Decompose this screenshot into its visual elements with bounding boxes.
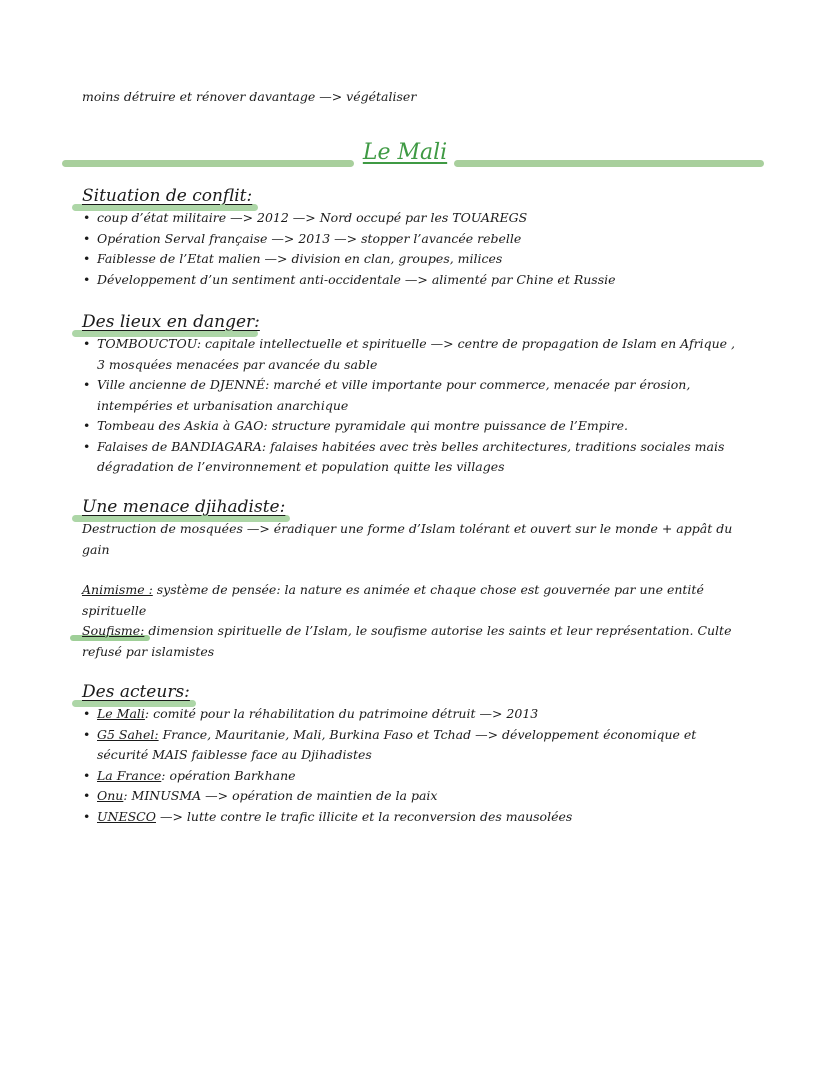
actor-text-continued: sécurité MAIS faiblesse face au Djihadistes bbox=[97, 747, 372, 762]
list-item bbox=[82, 416, 762, 437]
heading-text: Une menace djihadiste: bbox=[82, 497, 286, 517]
item-text: coup d’état militaire —> 2012 —> Nord occupé par les TOUAREGS bbox=[97, 210, 528, 225]
item-text: Opération Serval française —> 2013 —> stopper l’avancée rebelle bbox=[97, 230, 522, 246]
definition-text-continued: refusé par islamistes bbox=[82, 643, 215, 659]
heading-text: Situation de conflit: bbox=[82, 186, 253, 206]
definition-text-continued: spirituelle bbox=[82, 602, 147, 618]
item-text-continued: dégradation de l’environnement et population quitte les villages bbox=[97, 459, 505, 474]
item-text: Faiblesse de l’Etat malien —> division en clan, groupes, milices bbox=[97, 251, 503, 266]
list-item bbox=[82, 786, 762, 807]
section-heading bbox=[82, 497, 285, 517]
list-item bbox=[82, 807, 762, 828]
item-text: TOMBOUCTOU: capitale intellectuelle et spirituelle —> centre de propagation de Islam en Afrique , bbox=[97, 336, 735, 351]
item-text-continued: 3 mosquées menacées par avancée du sable bbox=[97, 356, 378, 372]
section-acteurs bbox=[82, 682, 762, 827]
bullet-icon: • bbox=[83, 210, 91, 225]
bullet-icon: • bbox=[83, 271, 91, 287]
bullet-icon: • bbox=[83, 377, 91, 392]
title-bar-right bbox=[454, 160, 764, 167]
actor-text: —> lutte contre le trafic illicite et la reconversion des mausolées bbox=[155, 808, 573, 824]
actor-term: G5 Sahel: bbox=[97, 726, 159, 742]
item-text: Tombeau des Askia à GAO: structure pyramidale qui montre puissance de l’Empire. bbox=[97, 418, 629, 433]
bullet-icon: • bbox=[83, 230, 91, 246]
actor-term: La France bbox=[97, 767, 162, 783]
bullet-icon: • bbox=[83, 706, 91, 721]
actor-term: Le Mali bbox=[97, 706, 145, 721]
list-item bbox=[82, 249, 762, 270]
section-heading bbox=[82, 682, 190, 702]
menace-text-continued: gain bbox=[82, 541, 110, 557]
list-item bbox=[82, 375, 762, 416]
list-item bbox=[82, 766, 762, 787]
list-item bbox=[82, 725, 762, 766]
intro-line: moins détruire et rénover davantage —> végétaliser bbox=[82, 89, 417, 104]
section-conflict bbox=[82, 186, 762, 290]
soufisme-term bbox=[82, 623, 144, 638]
list-item bbox=[82, 437, 762, 478]
section-heading bbox=[82, 186, 252, 206]
actor-text: France, Mauritanie, Mali, Burkina Faso et Tchad —> développement économique et bbox=[158, 726, 697, 742]
actor-text: : comité pour la réhabilitation du patrimoine détruit —> 2013 bbox=[144, 706, 539, 721]
list-item bbox=[82, 704, 762, 725]
list-item bbox=[82, 270, 762, 291]
actor-text: : opération Barkhane bbox=[161, 767, 296, 783]
bullet-icon: • bbox=[83, 251, 91, 266]
bullet-icon: • bbox=[83, 438, 91, 454]
page-title: Le Mali bbox=[362, 140, 448, 165]
item-text: Ville ancienne de DJENNÉ: marché et ville importante pour commerce, menacée par érosion, bbox=[97, 377, 691, 392]
bullet-list bbox=[82, 704, 762, 827]
item-text: Falaises de BANDIAGARA: falaises habitées avec très belles architectures, traditions sociales mais bbox=[97, 438, 725, 454]
section-heading bbox=[82, 312, 260, 332]
heading-text: Des lieux en danger: bbox=[82, 312, 260, 332]
bullet-icon: • bbox=[83, 788, 91, 803]
list-item bbox=[82, 208, 762, 229]
section-menace bbox=[82, 497, 762, 662]
section-danger bbox=[82, 312, 762, 478]
bullet-list bbox=[82, 208, 762, 290]
definition-text: dimension spirituelle de l’Islam, le soufisme autorise les saints et leur représentation. Culte bbox=[144, 623, 732, 638]
item-text: Développement d’un sentiment anti-occidentale —> alimenté par Chine et Russie bbox=[97, 271, 616, 287]
bullet-icon: • bbox=[83, 418, 91, 433]
bullet-icon: • bbox=[83, 726, 91, 742]
definition-text: système de pensée: la nature es animée et chaque chose est gouvernée par une entité bbox=[152, 582, 704, 597]
list-item bbox=[82, 334, 762, 375]
bullet-list bbox=[82, 334, 762, 478]
term-text: Soufisme: bbox=[82, 623, 145, 638]
bullet-icon: • bbox=[83, 767, 91, 783]
menace-text: Destruction de mosquées —> éradiquer une forme d’Islam tolérant et ouvert sur le monde + appât du bbox=[82, 521, 733, 536]
title-row bbox=[62, 140, 764, 172]
soufisme-definition bbox=[82, 621, 762, 642]
actor-text: : MINUSMA —> opération de maintien de la paix bbox=[123, 788, 438, 803]
animisme-definition bbox=[82, 580, 762, 601]
actor-term: Onu bbox=[97, 788, 124, 803]
list-item bbox=[82, 229, 762, 250]
bullet-icon: • bbox=[83, 808, 91, 824]
actor-term: UNESCO bbox=[97, 808, 156, 824]
title-bar-left bbox=[62, 160, 354, 167]
item-text-continued: intempéries et urbanisation anarchique bbox=[97, 397, 349, 413]
bullet-icon: • bbox=[83, 336, 91, 351]
animisme-term: Animisme : bbox=[82, 582, 153, 597]
heading-text: Des acteurs: bbox=[82, 682, 190, 702]
